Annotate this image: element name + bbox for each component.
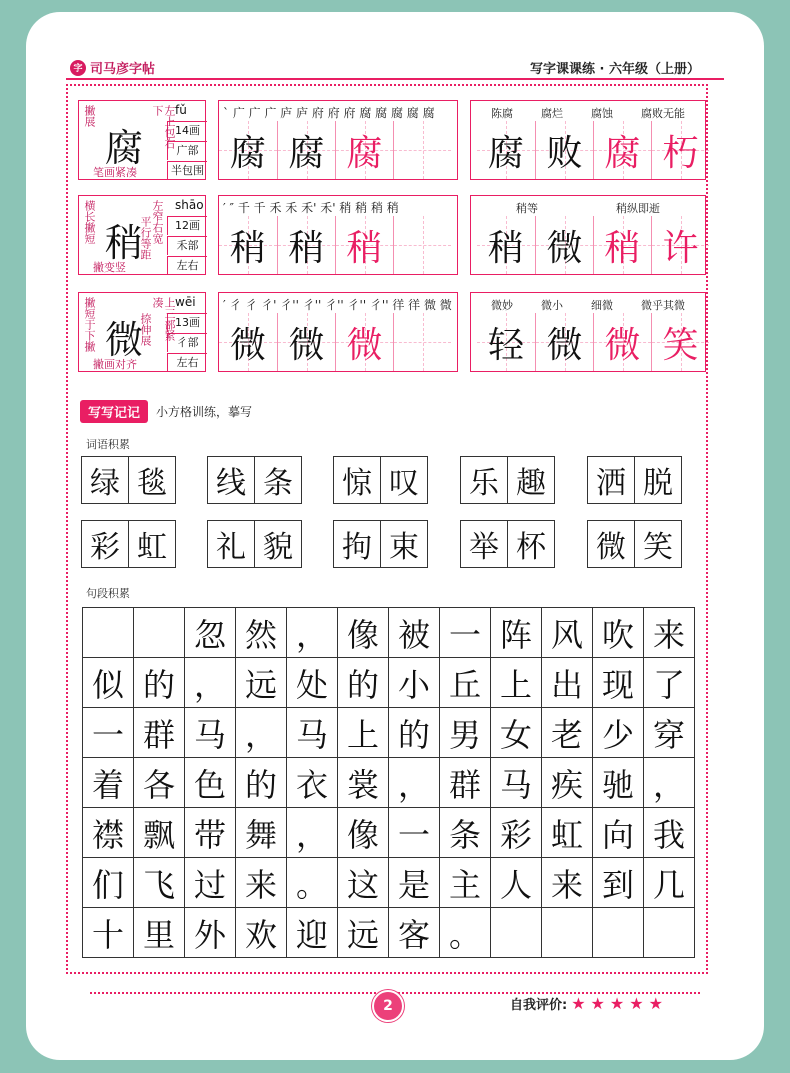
word-cell[interactable]: 轻 (477, 313, 535, 371)
note-bottom: 撇变竖 (93, 261, 126, 274)
paragraph-cell[interactable]: 是 (389, 858, 440, 908)
paragraph-cell[interactable]: 似 (83, 658, 134, 708)
word-box (470, 100, 706, 180)
char-info-box (78, 195, 206, 275)
paragraph-cell[interactable]: ， (287, 608, 338, 658)
paragraph-cell[interactable]: 条 (440, 808, 491, 858)
paragraph-cell[interactable]: 疾 (542, 758, 593, 808)
word-item: 稍纵即逝 (616, 202, 660, 215)
vocab-cell[interactable]: 趣 (507, 456, 555, 504)
trace-cell[interactable]: 腐 (219, 121, 277, 179)
word-list (477, 297, 699, 313)
blank-cell[interactable] (393, 216, 451, 274)
paragraph-cell[interactable]: 色 (185, 758, 236, 808)
vocab-word (588, 456, 682, 504)
section-tag: 写写记记 (80, 400, 148, 423)
paragraph-cell[interactable]: 群 (440, 758, 491, 808)
paragraph-cell[interactable]: ， (644, 758, 695, 808)
word-item: 微乎其微 (641, 299, 685, 312)
char-info-box (78, 292, 206, 372)
word-cell[interactable]: 腐 (593, 121, 651, 179)
note-right: 捺伸展 (139, 313, 152, 346)
paragraph-cell[interactable]: 了 (644, 658, 695, 708)
paragraph-cell[interactable]: 男 (440, 708, 491, 758)
paragraph-cell[interactable]: 吹 (593, 608, 644, 658)
paragraph-cell[interactable]: 过 (185, 858, 236, 908)
vocab-cell[interactable]: 乐 (460, 456, 508, 504)
paragraph-cell[interactable] (491, 908, 542, 958)
vocab-cell[interactable]: 惊 (333, 456, 381, 504)
trace-cell[interactable]: 稍 (335, 216, 393, 274)
paragraph-cell[interactable]: 衣 (287, 758, 338, 808)
paragraph-cell[interactable]: 几 (644, 858, 695, 908)
paragraph-cell[interactable]: 人 (491, 858, 542, 908)
pinyin: fǔ (175, 103, 187, 117)
blank-cell[interactable] (393, 313, 451, 371)
paragraph-cell[interactable]: 老 (542, 708, 593, 758)
paragraph-cell[interactable]: 彩 (491, 808, 542, 858)
paragraph-row (83, 608, 695, 658)
structure: 左右 (167, 256, 207, 275)
word-cell[interactable]: 微 (535, 313, 593, 371)
stroke-sequence: ′ ″ 千 千 禾 禾 禾' 禾' 稍 稍 稍 稍 (223, 201, 399, 215)
vocab-word (208, 520, 302, 568)
paragraph-cell[interactable]: 现 (593, 658, 644, 708)
paragraph-cell[interactable]: 一 (389, 808, 440, 858)
paragraph-cell[interactable]: 像 (338, 808, 389, 858)
paragraph-row (83, 758, 695, 808)
radical: 禾部 (167, 236, 207, 255)
page-header: 写字课课练 · 六年级（上册） (530, 62, 700, 77)
paragraph-cell[interactable]: 丘 (440, 658, 491, 708)
paragraph-cell[interactable]: 群 (134, 708, 185, 758)
paragraph-cell[interactable]: 到 (593, 858, 644, 908)
paragraph-cell[interactable] (644, 908, 695, 958)
vocab-cell[interactable]: 彩 (81, 520, 129, 568)
paragraph-cell[interactable]: 来 (644, 608, 695, 658)
main-character: 稍 (105, 221, 144, 265)
paragraph-cell[interactable]: 远 (236, 658, 287, 708)
page-number: 2 (372, 990, 404, 1022)
paragraph-cell[interactable]: 上 (338, 708, 389, 758)
paragraph-cell[interactable]: 这 (338, 858, 389, 908)
paragraph-cell[interactable]: 外 (185, 908, 236, 958)
paragraph-cell[interactable]: 的 (338, 658, 389, 708)
note-bottom: 撇画对齐 (93, 358, 137, 371)
self-rating (510, 994, 668, 1013)
vocab-word (82, 520, 176, 568)
vocab-word (334, 456, 428, 504)
paragraph-cell[interactable]: 被 (389, 608, 440, 658)
paragraph-cell[interactable]: 一 (440, 608, 491, 658)
paragraph-cell[interactable]: 的 (236, 758, 287, 808)
paragraph-cell[interactable] (134, 608, 185, 658)
paragraph-cell[interactable]: 马 (491, 758, 542, 808)
word-item: 微妙 (491, 299, 513, 312)
paragraph-cell[interactable]: 马 (185, 708, 236, 758)
trace-grid (219, 216, 451, 274)
vocab-word (82, 456, 176, 504)
paragraph-cell[interactable]: 着 (83, 758, 134, 808)
trace-cell[interactable]: 微 (219, 313, 277, 371)
vocab-cell[interactable]: 虹 (128, 520, 176, 568)
vocab-cell[interactable]: 微 (587, 520, 635, 568)
vocab-cell[interactable]: 束 (380, 520, 428, 568)
word-item: 微小 (541, 299, 563, 312)
vocab-cell[interactable]: 绿 (81, 456, 129, 504)
word-cell[interactable]: 许 (651, 216, 709, 274)
paragraph-cell[interactable]: 襟 (83, 808, 134, 858)
vocab-word (461, 456, 555, 504)
word-list (477, 105, 699, 121)
paragraph-cell[interactable]: 们 (83, 858, 134, 908)
trace-cell[interactable]: 微 (277, 313, 335, 371)
paragraph-cell[interactable]: 上 (491, 658, 542, 708)
paragraph-row (83, 908, 695, 958)
trace-cell[interactable]: 腐 (335, 121, 393, 179)
char-info-box (78, 100, 206, 180)
word-list (477, 200, 699, 216)
vocab-cell[interactable]: 毯 (128, 456, 176, 504)
paragraph-cell[interactable]: 的 (389, 708, 440, 758)
paragraph-cell[interactable]: 小 (389, 658, 440, 708)
word-cell[interactable]: 微 (535, 216, 593, 274)
paragraph-cell[interactable]: 。 (287, 858, 338, 908)
vocab-cell[interactable]: 脱 (634, 456, 682, 504)
paragraph-cell[interactable]: 主 (440, 858, 491, 908)
paragraph-row (83, 808, 695, 858)
pinyin: wēi (175, 295, 196, 309)
paragraph-cell[interactable]: ， (185, 658, 236, 708)
header-divider (66, 78, 724, 80)
vocab-label: 词语积累 (86, 438, 130, 451)
paragraph-cell[interactable]: ， (389, 758, 440, 808)
paragraph-cell[interactable]: 来 (236, 858, 287, 908)
radical: 广部 (167, 141, 207, 160)
paragraph-cell[interactable]: ， (287, 808, 338, 858)
word-cell[interactable]: 腐 (477, 121, 535, 179)
vocab-word (588, 520, 682, 568)
paragraph-cell[interactable]: 然 (236, 608, 287, 658)
stroke-sequence: ˋ 广 广 广 庐 庐 府 府 府 腐 腐 腐 腐 腐 (223, 106, 435, 120)
word-item: 腐烂 (541, 107, 563, 120)
brand-icon: 字 (70, 60, 86, 76)
paragraph-label: 句段积累 (86, 587, 130, 600)
trace-grid (219, 121, 451, 179)
paragraph-cell[interactable]: 裳 (338, 758, 389, 808)
note-top: 左窄右宽 (151, 200, 164, 244)
paragraph-grid (82, 607, 695, 958)
word-grid (477, 216, 709, 274)
trace-cell[interactable]: 微 (335, 313, 393, 371)
word-item: 细微 (591, 299, 613, 312)
word-item: 稍等 (516, 202, 538, 215)
char-row (78, 292, 706, 372)
word-box (470, 292, 706, 372)
paragraph-row (83, 858, 695, 908)
paragraph-cell[interactable]: 欢 (236, 908, 287, 958)
paragraph-cell[interactable]: 。 (440, 908, 491, 958)
rating-stars[interactable]: ★★★★★ (571, 994, 668, 1013)
paragraph-cell[interactable]: 飘 (134, 808, 185, 858)
note-left: 撇短于下撇 (83, 297, 96, 352)
vocab-word (461, 520, 555, 568)
paragraph-cell[interactable]: 远 (338, 908, 389, 958)
vocab-cell[interactable]: 叹 (380, 456, 428, 504)
word-cell[interactable]: 败 (535, 121, 593, 179)
paragraph-cell[interactable]: 向 (593, 808, 644, 858)
paragraph-cell[interactable]: 舞 (236, 808, 287, 858)
paragraph-cell[interactable]: 十 (83, 908, 134, 958)
rating-label: 自我评价: (510, 998, 568, 1013)
vocab-cell[interactable]: 貌 (254, 520, 302, 568)
stroke-sequence: ′ 彳 彳 彳' 彳'' 彳'' 彳'' 彳'' 彳'' 徉 徉 微 微 (223, 298, 452, 312)
stroke-order-box (218, 292, 458, 372)
main-character: 微 (105, 318, 144, 362)
paragraph-cell[interactable]: 阵 (491, 608, 542, 658)
paragraph-cell[interactable]: ， (236, 708, 287, 758)
note-bottom: 笔画紧凑 (93, 166, 137, 179)
char-row (78, 100, 706, 180)
section-header (80, 400, 252, 423)
section-subtitle: 小方格训练，摹写 (156, 405, 253, 419)
vocab-cell[interactable]: 线 (207, 456, 255, 504)
char-row (78, 195, 706, 275)
word-item: 腐败无能 (641, 107, 685, 120)
paragraph-cell[interactable]: 各 (134, 758, 185, 808)
trace-cell[interactable]: 腐 (277, 121, 335, 179)
paragraph-cell[interactable]: 出 (542, 658, 593, 708)
paragraph-cell[interactable]: 女 (491, 708, 542, 758)
word-grid (477, 121, 709, 179)
structure: 半包围 (167, 161, 207, 180)
note-left: 撇展 (83, 105, 96, 127)
word-cell[interactable]: 笑 (651, 313, 709, 371)
paragraph-cell[interactable] (83, 608, 134, 658)
word-item: 陈腐 (491, 107, 513, 120)
word-box (470, 195, 706, 275)
word-cell[interactable]: 稍 (477, 216, 535, 274)
paragraph-cell[interactable]: 里 (134, 908, 185, 958)
paragraph-row (83, 658, 695, 708)
paragraph-cell[interactable]: 带 (185, 808, 236, 858)
paragraph-cell[interactable]: 飞 (134, 858, 185, 908)
note-right: 平行等距 (139, 216, 152, 260)
word-grid (477, 313, 709, 371)
vocab-cell[interactable]: 举 (460, 520, 508, 568)
brand-logo (70, 58, 155, 77)
vocab-cell[interactable]: 杯 (507, 520, 555, 568)
paragraph-cell[interactable]: 处 (287, 658, 338, 708)
note-left: 横长撇短 (83, 200, 96, 244)
vocab-cell[interactable]: 条 (254, 456, 302, 504)
note-top: 上三部紧凑 (151, 297, 176, 341)
stroke-order-box (218, 195, 458, 275)
vocab-word (208, 456, 302, 504)
note-top: 左上包右下 (151, 105, 176, 149)
stroke-count: 13画 (167, 313, 207, 332)
pinyin: shāo (175, 198, 204, 212)
trace-grid (219, 313, 451, 371)
paragraph-cell[interactable]: 少 (593, 708, 644, 758)
trace-cell[interactable]: 稍 (219, 216, 277, 274)
word-cell[interactable]: 稍 (593, 216, 651, 274)
paragraph-cell[interactable]: 我 (644, 808, 695, 858)
vocab-cell[interactable]: 洒 (587, 456, 635, 504)
paragraph-cell[interactable]: 忽 (185, 608, 236, 658)
structure: 左右 (167, 353, 207, 372)
blank-cell[interactable] (393, 121, 451, 179)
paragraph-cell[interactable]: 风 (542, 608, 593, 658)
radical: 彳部 (167, 333, 207, 352)
paragraph-cell[interactable]: 驰 (593, 758, 644, 808)
vocab-cell[interactable]: 笑 (634, 520, 682, 568)
paragraph-cell[interactable]: 穿 (644, 708, 695, 758)
vocab-word (334, 520, 428, 568)
paragraph-cell[interactable]: 来 (542, 858, 593, 908)
vocab-cell[interactable]: 拘 (333, 520, 381, 568)
brand-name: 司马彦字帖 (90, 62, 156, 77)
paragraph-cell[interactable]: 迎 (287, 908, 338, 958)
paragraph-cell[interactable]: 客 (389, 908, 440, 958)
word-cell[interactable]: 朽 (651, 121, 709, 179)
vocab-cell[interactable]: 礼 (207, 520, 255, 568)
paragraph-cell[interactable]: 一 (83, 708, 134, 758)
paragraph-row (83, 708, 695, 758)
paragraph-cell[interactable]: 的 (134, 658, 185, 708)
stroke-count: 12画 (167, 216, 207, 235)
paragraph-cell[interactable]: 像 (338, 608, 389, 658)
paragraph-cell[interactable]: 虹 (542, 808, 593, 858)
paragraph-cell[interactable] (593, 908, 644, 958)
word-cell[interactable]: 微 (593, 313, 651, 371)
paragraph-cell[interactable]: 马 (287, 708, 338, 758)
stroke-order-box (218, 100, 458, 180)
paragraph-cell[interactable] (542, 908, 593, 958)
stroke-count: 14画 (167, 121, 207, 140)
word-item: 腐蚀 (591, 107, 613, 120)
main-character: 腐 (105, 126, 144, 170)
trace-cell[interactable]: 稍 (277, 216, 335, 274)
